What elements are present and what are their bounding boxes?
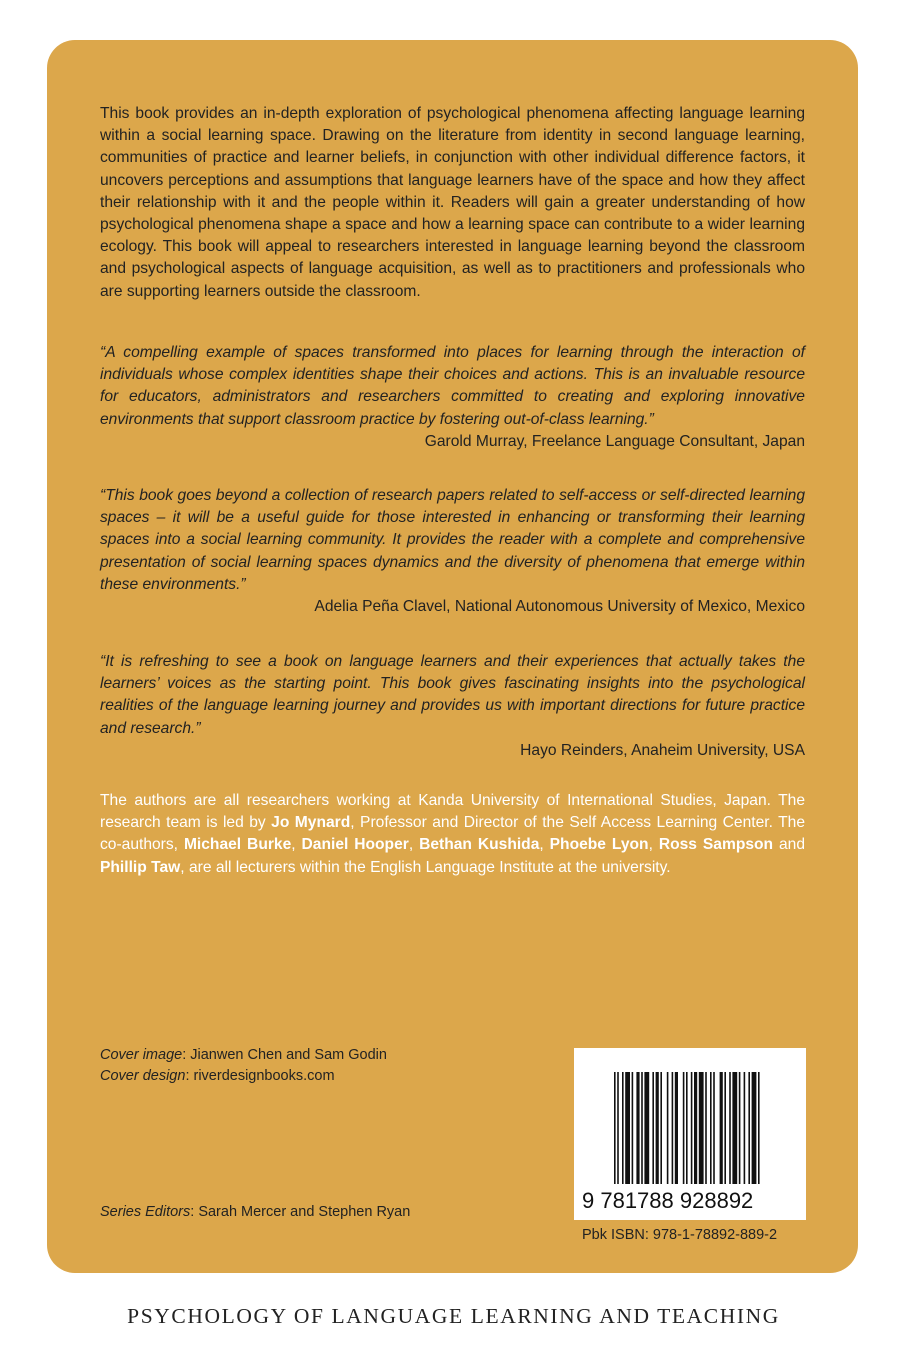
barcode-bars (614, 1072, 760, 1184)
barcode-bar (644, 1072, 649, 1184)
barcode-bar (614, 1072, 616, 1184)
endorsement-text: “A compelling example of spaces transformed into places for learning through the interaction of individuals whose complex identities shape their choices and actions. This is an invaluable resource for educators, administrators and researchers committed to creating and exploring innovative environments that support classroom practice by fostering out-of-class learning.” (100, 344, 805, 428)
cover-image-value: : Jianwen Chen and Sam Godin (182, 1047, 387, 1063)
barcode-bar (744, 1072, 746, 1184)
cover-credits (100, 1045, 387, 1087)
isbn-label: Pbk ISBN: 978-1-78892-889-2 (582, 1227, 778, 1243)
series-editors (100, 1204, 410, 1220)
endorsement-2 (100, 485, 805, 618)
authors-separator: , (539, 836, 550, 854)
barcode-bar (675, 1072, 678, 1184)
barcode-bar (622, 1072, 624, 1184)
authors-bio (100, 790, 805, 879)
book-description: This book provides an in-depth exploration of psychological phenomena affecting language learning within a social learning space. Drawing on the literature from identity in second language learning, communities of practice and learner beliefs, in conjunction with other individual difference factors, it uncovers perceptions and assumptions that language learners have of the space and how they affect their relationship with it and the people within it. Readers will gain a greater understanding of how psychological phenomena shape a space and how a learning space can contribute to a wider learning ecology. This book will appeal to researchers interested in language learning beyond the classroom and psychological aspects of language acquisition, as well as to practitioners and professionals who are supporting learners outside the classroom. (100, 105, 805, 300)
cover-design-label: Cover design (100, 1068, 186, 1084)
coauthor-name: Ross Sampson (658, 836, 774, 854)
coauthor-name: Daniel Hooper (301, 836, 409, 854)
barcode-bar (720, 1072, 723, 1184)
barcode-bar (713, 1072, 715, 1184)
coauthor-name: Bethan Kushida (419, 836, 540, 854)
cover-design-credit (100, 1066, 387, 1087)
endorsement-text: “It is refreshing to see a book on language learners and their experiences that actually takes the learners’ voices as the starting point. This book gives fascinating insights into the psychological realities of the language learning journey and provides us with important directions for future practice and research.” (100, 653, 805, 737)
coauthor-name: Phoebe Lyon (549, 836, 649, 854)
barcode (574, 1048, 806, 1220)
barcode-bar (691, 1072, 693, 1184)
barcode-bar (636, 1072, 639, 1184)
endorsement-attribution: Hayo Reinders, Anaheim University, USA (520, 741, 805, 759)
series-editors-label: Series Editors (100, 1204, 191, 1220)
authors-separator: , (408, 836, 420, 854)
coauthor-name: Michael Burke (183, 836, 292, 854)
barcode-bar (729, 1072, 731, 1184)
barcode-bar (699, 1072, 704, 1184)
authors-text: The authors are all researchers working at Kanda University of International Studies, Japan. The research team is led by (100, 792, 805, 832)
barcode-bar (632, 1072, 634, 1184)
barcode-bar (739, 1072, 741, 1184)
authors-separator: and (773, 836, 806, 854)
endorsement-text: “This book goes beyond a collection of research papers related to self-access or self-directed learning spaces – it will be a useful guide for those interested in enhancing or transforming their learning spaces into a social learning community. It provides the reader with a complete and comprehensive presentation of social learning spaces dynamics and the diversity of phenomena that emerge within these environments.” (100, 487, 805, 593)
barcode-bar (758, 1072, 760, 1184)
endorsement-attribution: Adelia Peña Clavel, National Autonomous University of Mexico, Mexico (314, 598, 805, 616)
endorsement-1 (100, 342, 805, 453)
barcode-bar (686, 1072, 688, 1184)
barcode-bar (752, 1072, 757, 1184)
coauthor-name: Phillip Taw (100, 858, 181, 876)
authors-text: , are all lecturers within the English Language Institute at the university. (180, 858, 671, 876)
barcode-bar (694, 1072, 697, 1184)
barcode-digits: 9 781788 928892 (582, 1188, 754, 1213)
barcode-bar (625, 1072, 630, 1184)
barcode-bar (617, 1072, 619, 1184)
barcode-bar (660, 1072, 662, 1184)
barcode-graphic (574, 1048, 806, 1220)
barcode-bar (683, 1072, 685, 1184)
series-editors-value: : Sarah Mercer and Stephen Ryan (190, 1204, 411, 1220)
barcode-bar (641, 1072, 643, 1184)
barcode-bar (724, 1072, 726, 1184)
barcode-bar (748, 1072, 750, 1184)
series-title: PSYCHOLOGY OF LANGUAGE LEARNING AND TEACHING (127, 1304, 780, 1328)
authors-separator: , (648, 836, 659, 854)
authors-separator: , (291, 836, 302, 854)
barcode-bar (672, 1072, 674, 1184)
cover-design-value: : riverdesignbooks.com (185, 1068, 335, 1084)
barcode-bar (705, 1072, 707, 1184)
barcode-bar (732, 1072, 737, 1184)
lead-author-name: Jo Mynard (271, 814, 351, 832)
endorsement-3 (100, 651, 805, 762)
barcode-bar (667, 1072, 669, 1184)
authors-text: , Professor and Director of the Self Access Learning Center. The co-authors, (100, 814, 805, 854)
barcode-bar (656, 1072, 659, 1184)
endorsement-attribution: Garold Murray, Freelance Language Consultant, Japan (424, 432, 805, 450)
barcode-bar (652, 1072, 654, 1184)
barcode-bar (710, 1072, 712, 1184)
cover-image-credit (100, 1045, 387, 1066)
cover-image-label: Cover image (100, 1047, 183, 1063)
